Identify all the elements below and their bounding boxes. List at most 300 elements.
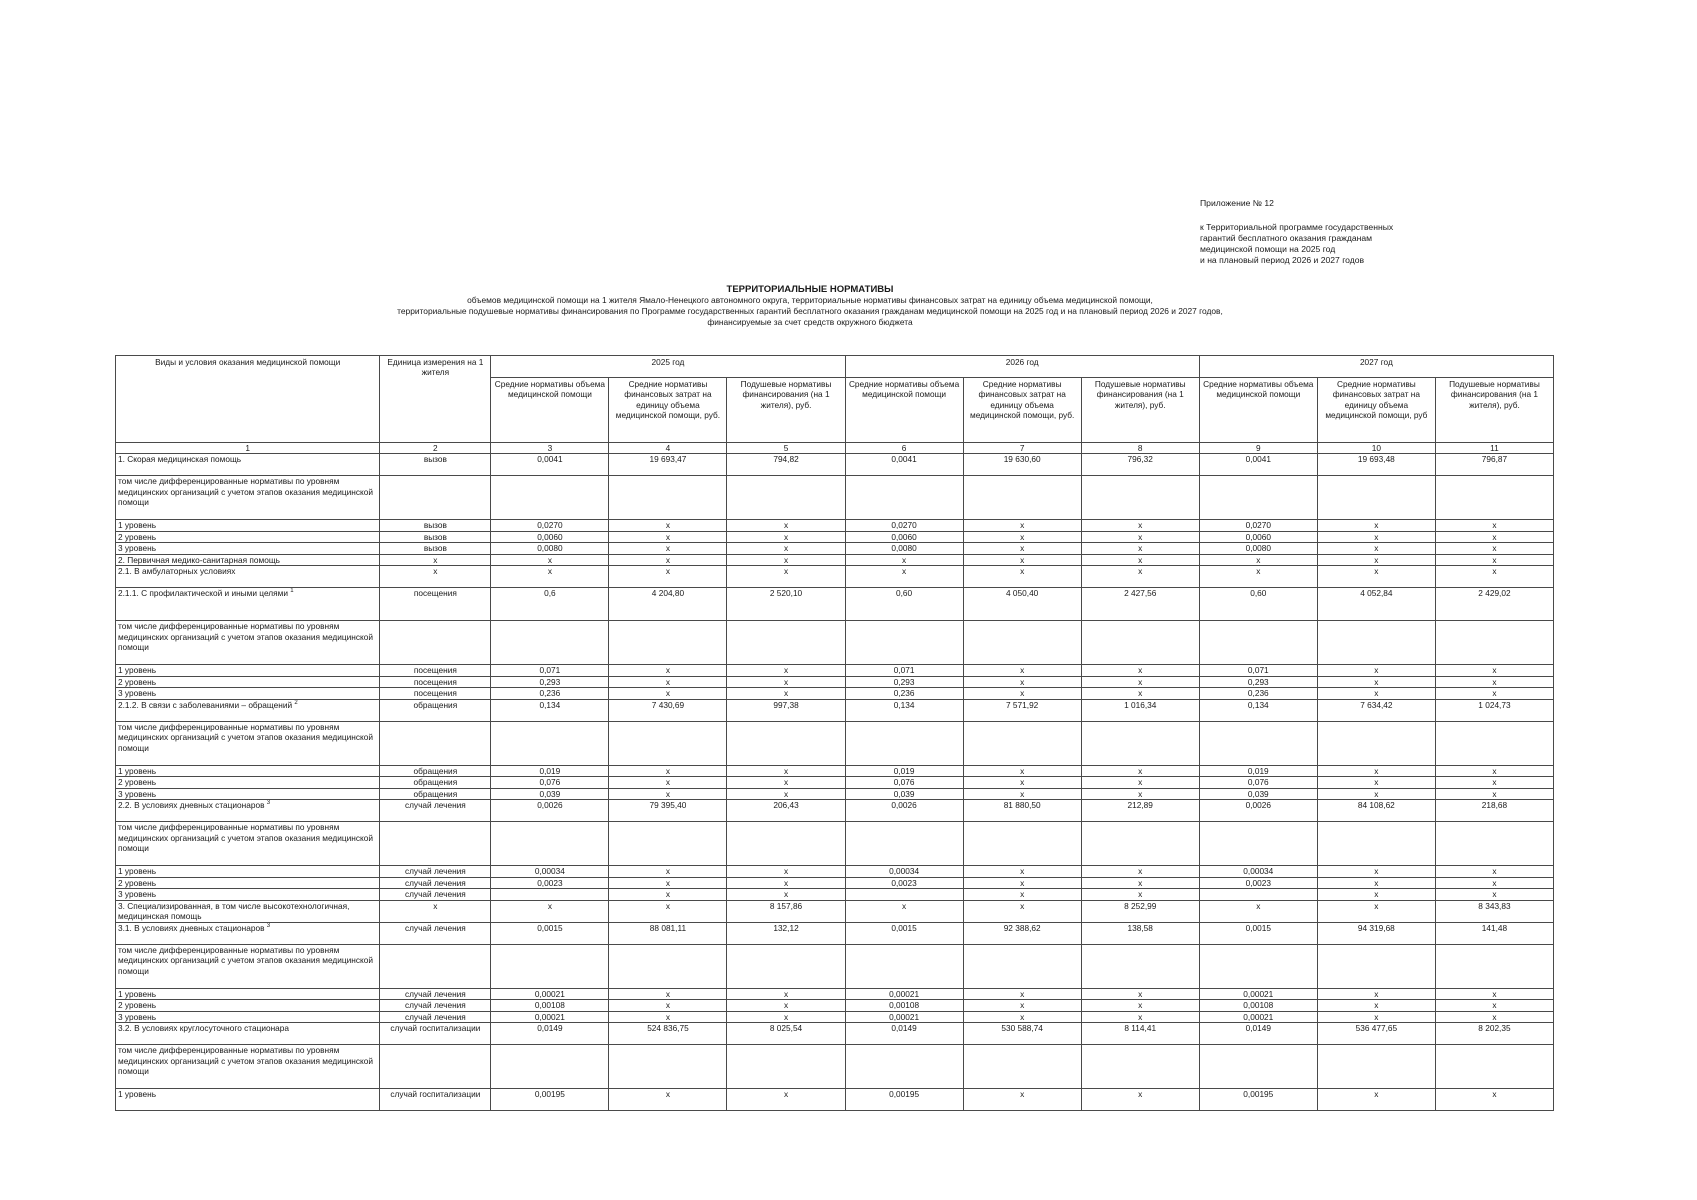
value-cell: 132,12 bbox=[727, 922, 845, 944]
row-name: 3 уровень bbox=[118, 889, 157, 900]
table-row bbox=[116, 944, 1554, 988]
row-unit: случай лечения bbox=[380, 866, 491, 878]
heading-line: объемов медицинской помощи на 1 жителя Ямало-Ненецкого автономного округа, территориальные нормативы финансовых затрат на единицу объема медицинской помощи, bbox=[467, 295, 1153, 305]
footnote-mark: 1 bbox=[290, 588, 294, 595]
value-cell: х bbox=[963, 1089, 1081, 1111]
row-unit: случай лечения bbox=[380, 1000, 491, 1012]
value-cell: х bbox=[1317, 531, 1435, 543]
value-cell: х bbox=[1317, 676, 1435, 688]
row-name-cell bbox=[116, 676, 380, 688]
value-cell: х bbox=[963, 688, 1081, 700]
row-name: 2.1.2. В связи с заболеваниями – обращений bbox=[118, 699, 293, 710]
header-percapita-2025: Подушевые нормативы финансирования (на 1 жителя), руб. bbox=[727, 378, 845, 443]
value-cell: х bbox=[1435, 566, 1553, 588]
value-cell: х bbox=[1435, 1089, 1553, 1111]
footnote-mark: 2 bbox=[294, 700, 298, 707]
row-unit: случай лечения bbox=[380, 800, 491, 822]
value-cell: 0,00034 bbox=[845, 866, 963, 878]
value-cell: х bbox=[609, 1000, 727, 1012]
value-cell: х bbox=[1081, 788, 1199, 800]
value-cell: 88 081,11 bbox=[609, 922, 727, 944]
value-cell: 0,0060 bbox=[845, 531, 963, 543]
value-cell bbox=[1199, 822, 1317, 866]
value-cell: х bbox=[609, 665, 727, 677]
row-unit: посещения bbox=[380, 688, 491, 700]
value-cell: х bbox=[963, 900, 1081, 922]
row-name-cell bbox=[116, 1000, 380, 1012]
value-cell: 8 202,35 bbox=[1435, 1023, 1553, 1045]
table-row bbox=[116, 676, 1554, 688]
value-cell: х bbox=[1317, 1000, 1435, 1012]
value-cell: х bbox=[1435, 788, 1553, 800]
value-cell: х bbox=[1081, 688, 1199, 700]
value-cell: 0,0060 bbox=[491, 531, 609, 543]
value-cell bbox=[1435, 822, 1553, 866]
value-cell: х bbox=[1317, 877, 1435, 889]
value-cell: 4 052,84 bbox=[1317, 588, 1435, 621]
value-cell bbox=[1317, 944, 1435, 988]
value-cell: 0,0270 bbox=[491, 520, 609, 532]
row-name: 2 уровень bbox=[118, 877, 157, 888]
value-cell: х bbox=[727, 988, 845, 1000]
value-cell: х bbox=[1435, 665, 1553, 677]
row-name-cell bbox=[116, 721, 380, 765]
value-cell bbox=[1081, 621, 1199, 665]
value-cell bbox=[1081, 944, 1199, 988]
value-cell: х bbox=[1435, 765, 1553, 777]
value-cell bbox=[609, 476, 727, 520]
row-name-cell bbox=[116, 566, 380, 588]
value-cell: 0,0023 bbox=[1199, 877, 1317, 889]
value-cell: 0,0026 bbox=[845, 800, 963, 822]
value-cell: х bbox=[963, 566, 1081, 588]
value-cell: х bbox=[963, 520, 1081, 532]
value-cell: х bbox=[609, 765, 727, 777]
table-row bbox=[116, 454, 1554, 476]
row-unit bbox=[380, 944, 491, 988]
row-name-cell bbox=[116, 1023, 380, 1045]
value-cell: х bbox=[727, 765, 845, 777]
row-unit: вызов bbox=[380, 454, 491, 476]
value-cell: х bbox=[727, 866, 845, 878]
row-name: 3 уровень bbox=[118, 1011, 157, 1022]
row-name: 2. Первичная медико-санитарная помощь bbox=[118, 554, 280, 565]
value-cell: х bbox=[609, 676, 727, 688]
value-cell bbox=[845, 476, 963, 520]
value-cell: х bbox=[845, 900, 963, 922]
value-cell bbox=[963, 476, 1081, 520]
table-row bbox=[116, 800, 1554, 822]
value-cell: 0,0149 bbox=[845, 1023, 963, 1045]
table-row bbox=[116, 1011, 1554, 1023]
row-name: 3 уровень bbox=[118, 788, 157, 799]
value-cell: х bbox=[1317, 889, 1435, 901]
value-cell: х bbox=[609, 688, 727, 700]
value-cell: х bbox=[1317, 765, 1435, 777]
row-name-cell bbox=[116, 699, 380, 721]
footnote-mark: 3 bbox=[266, 923, 271, 930]
header-volume-2027: Средние нормативы объема медицинской помощи bbox=[1199, 378, 1317, 443]
value-cell: х bbox=[1317, 665, 1435, 677]
value-cell: 0,039 bbox=[1199, 788, 1317, 800]
value-cell: х bbox=[609, 777, 727, 789]
table-row bbox=[116, 777, 1554, 789]
column-number: 6 bbox=[845, 443, 963, 454]
value-cell: х bbox=[1081, 988, 1199, 1000]
value-cell bbox=[963, 822, 1081, 866]
value-cell: 0,071 bbox=[845, 665, 963, 677]
value-cell: х bbox=[1081, 543, 1199, 555]
table-row bbox=[116, 665, 1554, 677]
appendix-line: гарантий бесплатного оказания гражданам bbox=[1200, 233, 1373, 243]
value-cell: 92 388,62 bbox=[963, 922, 1081, 944]
value-cell: 0,039 bbox=[845, 788, 963, 800]
value-cell: х bbox=[963, 543, 1081, 555]
value-cell: 0,293 bbox=[1199, 676, 1317, 688]
header-cost-2027: Средние нормативы финансовых затрат на единицу объема медицинской помощи, руб bbox=[1317, 378, 1435, 443]
header-percapita-2026: Подушевые нормативы финансирования (на 1 жителя), руб. bbox=[1081, 378, 1199, 443]
value-cell: 0,00195 bbox=[845, 1089, 963, 1111]
value-cell bbox=[1435, 1045, 1553, 1089]
value-cell bbox=[1199, 1045, 1317, 1089]
row-name-cell bbox=[116, 665, 380, 677]
value-cell bbox=[491, 721, 609, 765]
value-cell: 0,134 bbox=[845, 699, 963, 721]
table-row bbox=[116, 699, 1554, 721]
row-name: 2.1.1. С профилактической и иными целями bbox=[118, 588, 288, 599]
value-cell bbox=[491, 944, 609, 988]
value-cell: х bbox=[491, 566, 609, 588]
value-cell: х bbox=[727, 1011, 845, 1023]
value-cell: 0,00195 bbox=[1199, 1089, 1317, 1111]
table-row bbox=[116, 900, 1554, 922]
value-cell: 2 520,10 bbox=[727, 588, 845, 621]
row-name: том числе дифференцированные нормативы по уровням медицинских организаций с учетом этапов оказания медицинской помощи bbox=[118, 621, 373, 653]
value-cell bbox=[963, 944, 1081, 988]
value-cell: х bbox=[1081, 554, 1199, 566]
value-cell: 0,00034 bbox=[1199, 866, 1317, 878]
value-cell: 19 693,48 bbox=[1317, 454, 1435, 476]
value-cell: 79 395,40 bbox=[609, 800, 727, 822]
value-cell: х bbox=[609, 900, 727, 922]
value-cell bbox=[1081, 721, 1199, 765]
value-cell bbox=[1317, 621, 1435, 665]
value-cell: х bbox=[609, 877, 727, 889]
table-row bbox=[116, 822, 1554, 866]
value-cell: 8 114,41 bbox=[1081, 1023, 1199, 1045]
table-row bbox=[116, 688, 1554, 700]
value-cell: 0,0015 bbox=[491, 922, 609, 944]
value-cell bbox=[845, 721, 963, 765]
row-unit: случай лечения bbox=[380, 988, 491, 1000]
row-name-cell bbox=[116, 866, 380, 878]
value-cell: 81 880,50 bbox=[963, 800, 1081, 822]
value-cell: 530 588,74 bbox=[963, 1023, 1081, 1045]
value-cell: 0,236 bbox=[491, 688, 609, 700]
value-cell: 0,0080 bbox=[1199, 543, 1317, 555]
row-unit: обращения bbox=[380, 765, 491, 777]
value-cell bbox=[609, 944, 727, 988]
value-cell bbox=[727, 721, 845, 765]
row-name: 3.1. В условиях дневных стационаров bbox=[118, 922, 265, 933]
row-name-cell bbox=[116, 822, 380, 866]
value-cell: 0,019 bbox=[845, 765, 963, 777]
row-unit: обращения bbox=[380, 788, 491, 800]
column-number: 5 bbox=[727, 443, 845, 454]
document-title: ТЕРРИТОРИАЛЬНЫЕ НОРМАТИВЫ bbox=[726, 284, 894, 295]
value-cell: х bbox=[1199, 900, 1317, 922]
value-cell bbox=[609, 822, 727, 866]
header-year-2026: 2026 год bbox=[845, 356, 1199, 378]
value-cell: 141,48 bbox=[1435, 922, 1553, 944]
value-cell: х bbox=[1435, 988, 1553, 1000]
row-name-cell bbox=[116, 788, 380, 800]
row-unit bbox=[380, 621, 491, 665]
value-cell: 84 108,62 bbox=[1317, 800, 1435, 822]
appendix-line: к Территориальной программе государственных bbox=[1200, 222, 1394, 232]
value-cell: х bbox=[1081, 520, 1199, 532]
value-cell: х bbox=[727, 1089, 845, 1111]
value-cell: х bbox=[1081, 1011, 1199, 1023]
value-cell: х bbox=[491, 900, 609, 922]
table-row bbox=[116, 476, 1554, 520]
value-cell bbox=[845, 822, 963, 866]
row-unit: посещения bbox=[380, 588, 491, 621]
value-cell bbox=[1199, 889, 1317, 901]
row-name: 1 уровень bbox=[118, 520, 157, 531]
value-cell: х bbox=[1081, 531, 1199, 543]
value-cell: 8 025,54 bbox=[727, 1023, 845, 1045]
value-cell: х bbox=[1435, 777, 1553, 789]
value-cell: х bbox=[1199, 554, 1317, 566]
value-cell: х bbox=[609, 1011, 727, 1023]
value-cell: х bbox=[727, 777, 845, 789]
row-name-cell bbox=[116, 520, 380, 532]
table-row bbox=[116, 1023, 1554, 1045]
value-cell: 0,071 bbox=[1199, 665, 1317, 677]
value-cell: 0,0026 bbox=[491, 800, 609, 822]
value-cell: х bbox=[727, 676, 845, 688]
value-cell: 997,38 bbox=[727, 699, 845, 721]
value-cell: 0,134 bbox=[1199, 699, 1317, 721]
value-cell: х bbox=[727, 520, 845, 532]
value-cell: х bbox=[1081, 889, 1199, 901]
value-cell: х bbox=[1081, 765, 1199, 777]
value-cell bbox=[609, 621, 727, 665]
value-cell bbox=[609, 1045, 727, 1089]
row-name: том числе дифференцированные нормативы по уровням медицинских организаций с учетом этапов оказания медицинской помощи bbox=[118, 822, 373, 854]
value-cell: х bbox=[845, 554, 963, 566]
row-name: 1 уровень bbox=[118, 988, 157, 999]
column-number: 3 bbox=[491, 443, 609, 454]
value-cell bbox=[845, 621, 963, 665]
row-name-cell bbox=[116, 543, 380, 555]
row-name: 1 уровень bbox=[118, 866, 157, 877]
value-cell: 0,6 bbox=[491, 588, 609, 621]
row-name: 3. Специализированная, в том числе высокотехнологичная, медицинская помощь bbox=[118, 900, 350, 922]
value-cell: 218,68 bbox=[1435, 800, 1553, 822]
row-name: 2 уровень bbox=[118, 777, 157, 788]
value-cell bbox=[1317, 476, 1435, 520]
row-name-cell bbox=[116, 476, 380, 520]
value-cell: 0,00021 bbox=[1199, 1011, 1317, 1023]
table-row bbox=[116, 588, 1554, 621]
value-cell: х bbox=[1081, 676, 1199, 688]
row-unit: случай госпитализации bbox=[380, 1089, 491, 1111]
value-cell: 0,0270 bbox=[845, 520, 963, 532]
value-cell: 0,293 bbox=[845, 676, 963, 688]
value-cell: 2 427,56 bbox=[1081, 588, 1199, 621]
value-cell: х bbox=[1081, 1089, 1199, 1111]
row-name-cell bbox=[116, 621, 380, 665]
value-cell: 0,0015 bbox=[845, 922, 963, 944]
value-cell: х bbox=[1081, 877, 1199, 889]
value-cell: 0,019 bbox=[491, 765, 609, 777]
value-cell bbox=[1199, 944, 1317, 988]
value-cell: х bbox=[727, 566, 845, 588]
row-name-cell bbox=[116, 531, 380, 543]
value-cell: х bbox=[1081, 566, 1199, 588]
row-name-cell bbox=[116, 944, 380, 988]
row-name: 3 уровень bbox=[118, 688, 157, 699]
value-cell: 0,0080 bbox=[491, 543, 609, 555]
value-cell: 0,0149 bbox=[491, 1023, 609, 1045]
row-name: том числе дифференцированные нормативы по уровням медицинских организаций с учетом этапов оказания медицинской помощи bbox=[118, 1045, 373, 1077]
column-number: 2 bbox=[380, 443, 491, 454]
value-cell: 4 204,80 bbox=[609, 588, 727, 621]
row-name: 1 уровень bbox=[118, 765, 157, 776]
value-cell: х bbox=[609, 531, 727, 543]
value-cell: 0,0023 bbox=[491, 877, 609, 889]
value-cell: 0,00021 bbox=[1199, 988, 1317, 1000]
row-unit: случай лечения bbox=[380, 1011, 491, 1023]
value-cell: 536 477,65 bbox=[1317, 1023, 1435, 1045]
value-cell: х bbox=[727, 543, 845, 555]
value-cell: х bbox=[491, 554, 609, 566]
column-number-row bbox=[116, 443, 1554, 454]
footnote-mark: 3 bbox=[266, 800, 271, 807]
row-name: том числе дифференцированные нормативы по уровням медицинских организаций с учетом этапов оказания медицинской помощи bbox=[118, 476, 373, 508]
row-name-cell bbox=[116, 554, 380, 566]
row-name: 2.2. В условиях дневных стационаров bbox=[118, 800, 265, 811]
value-cell bbox=[1435, 476, 1553, 520]
value-cell: х bbox=[1317, 543, 1435, 555]
value-cell: х bbox=[1317, 788, 1435, 800]
row-name-cell bbox=[116, 922, 380, 944]
row-unit: обращения bbox=[380, 777, 491, 789]
row-unit: обращения bbox=[380, 699, 491, 721]
value-cell: 0,0080 bbox=[845, 543, 963, 555]
row-unit: случай лечения bbox=[380, 889, 491, 901]
value-cell: х bbox=[1317, 900, 1435, 922]
row-unit: случай лечения bbox=[380, 922, 491, 944]
value-cell: 0,0015 bbox=[1199, 922, 1317, 944]
row-name-cell bbox=[116, 777, 380, 789]
value-cell: х bbox=[1081, 1000, 1199, 1012]
value-cell: 4 050,40 bbox=[963, 588, 1081, 621]
value-cell: х bbox=[609, 889, 727, 901]
value-cell: 0,0041 bbox=[845, 454, 963, 476]
value-cell bbox=[727, 1045, 845, 1089]
table-row bbox=[116, 520, 1554, 532]
header-year-2025: 2025 год bbox=[491, 356, 845, 378]
value-cell: 0,236 bbox=[845, 688, 963, 700]
value-cell: х bbox=[1199, 566, 1317, 588]
row-unit: посещения bbox=[380, 676, 491, 688]
row-name: том числе дифференцированные нормативы по уровням медицинских организаций с учетом этапов оказания медицинской помощи bbox=[118, 721, 373, 753]
row-unit: х bbox=[380, 554, 491, 566]
value-cell: 0,00108 bbox=[845, 1000, 963, 1012]
value-cell: х bbox=[1317, 566, 1435, 588]
value-cell bbox=[491, 621, 609, 665]
value-cell: 0,0041 bbox=[1199, 454, 1317, 476]
value-cell bbox=[491, 822, 609, 866]
column-number: 8 bbox=[1081, 443, 1199, 454]
value-cell: 0,00021 bbox=[491, 988, 609, 1000]
appendix-line: медицинской помощи на 2025 год bbox=[1200, 244, 1336, 254]
value-cell: х bbox=[609, 1089, 727, 1111]
value-cell: 0,293 bbox=[491, 676, 609, 688]
value-cell: х bbox=[1317, 777, 1435, 789]
value-cell: х bbox=[1435, 520, 1553, 532]
value-cell: 0,134 bbox=[491, 699, 609, 721]
table-row bbox=[116, 531, 1554, 543]
row-name-cell bbox=[116, 765, 380, 777]
table-row bbox=[116, 889, 1554, 901]
value-cell: 0,00021 bbox=[491, 1011, 609, 1023]
value-cell bbox=[1199, 721, 1317, 765]
value-cell: 8 252,99 bbox=[1081, 900, 1199, 922]
value-cell: 0,076 bbox=[491, 777, 609, 789]
value-cell bbox=[1081, 822, 1199, 866]
value-cell: 0,0023 bbox=[845, 877, 963, 889]
row-unit bbox=[380, 1045, 491, 1089]
value-cell: 0,039 bbox=[491, 788, 609, 800]
value-cell: 8 157,86 bbox=[727, 900, 845, 922]
value-cell: х bbox=[963, 554, 1081, 566]
header-volume-2025: Средние нормативы объема медицинской помощи bbox=[491, 378, 609, 443]
row-name: 2 уровень bbox=[118, 676, 157, 687]
heading-line: территориальные подушевые нормативы финансирования по Программе государственных гарантий бесплатного оказания гражданам медицинской помощи на 2025 год и на плановый период 2026 и 2027 годов, bbox=[397, 306, 1223, 316]
appendix-number: Приложение № 12 bbox=[1200, 198, 1274, 208]
row-name: 3.2. В условиях круглосуточного стационара bbox=[118, 1023, 290, 1034]
value-cell: х bbox=[1435, 676, 1553, 688]
header-cost-2025: Средние нормативы финансовых затрат на единицу объема медицинской помощи, руб. bbox=[609, 378, 727, 443]
value-cell: 0,076 bbox=[845, 777, 963, 789]
value-cell: 0,076 bbox=[1199, 777, 1317, 789]
row-unit: случай лечения bbox=[380, 877, 491, 889]
table-row bbox=[116, 566, 1554, 588]
table-row bbox=[116, 922, 1554, 944]
value-cell: х bbox=[609, 988, 727, 1000]
value-cell: х bbox=[727, 531, 845, 543]
table-row bbox=[116, 788, 1554, 800]
value-cell: х bbox=[1317, 1089, 1435, 1111]
value-cell: 0,019 bbox=[1199, 765, 1317, 777]
value-cell: х bbox=[1317, 988, 1435, 1000]
heading-line: финансируемые за счет средств окружного бюджета bbox=[707, 317, 913, 327]
row-name: 2.1. В амбулаторных условиях bbox=[118, 566, 236, 577]
row-name: том числе дифференцированные нормативы по уровням медицинских организаций с учетом этапов оказания медицинской помощи bbox=[118, 944, 373, 976]
value-cell: х bbox=[727, 788, 845, 800]
value-cell bbox=[1199, 621, 1317, 665]
value-cell: х bbox=[963, 877, 1081, 889]
value-cell: х bbox=[727, 1000, 845, 1012]
value-cell: 0,0041 bbox=[491, 454, 609, 476]
row-unit bbox=[380, 822, 491, 866]
row-name-cell bbox=[116, 1011, 380, 1023]
value-cell: х bbox=[1317, 1011, 1435, 1023]
